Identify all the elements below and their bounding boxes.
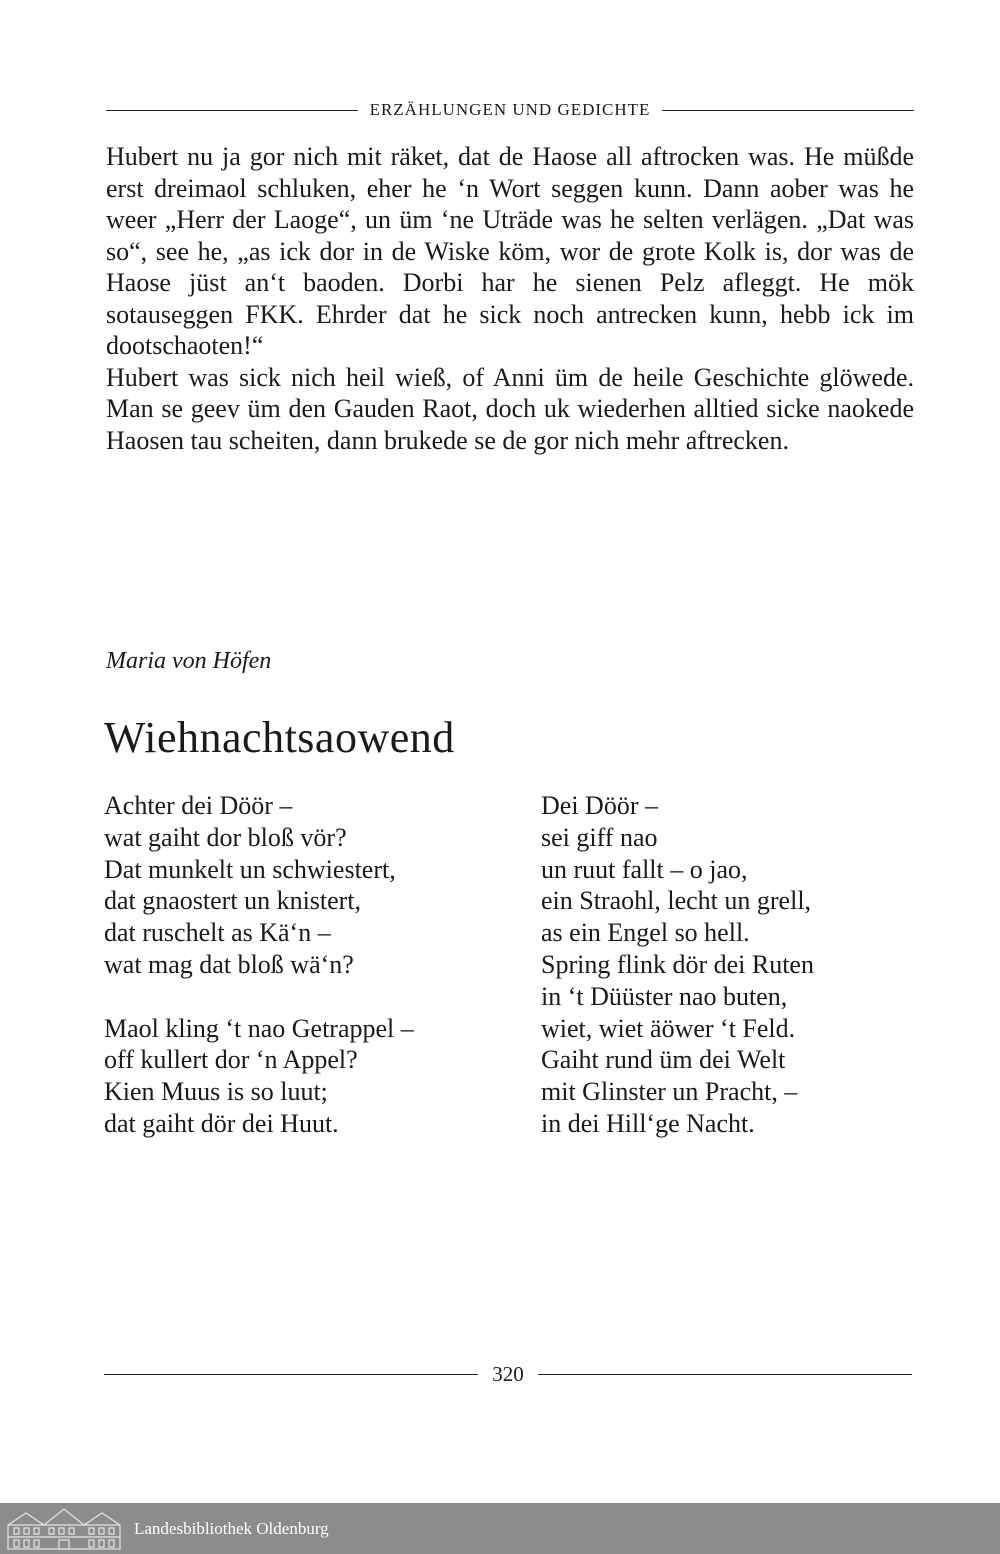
verse-line: in ‘t Düüster nao buten, [541,981,788,1011]
verse-line: wat mag dat bloß wä‘n? [104,949,354,979]
paragraph: Hubert was sick nich heil wieß, of Anni üm de heile Geschichte glöwede. Man se geev üm den Gauden Raot, doch uk wiederhen alltied sicke naokede Haosen tau scheiten, dann brukede se de gor nich mehr aftrecken. [106,362,914,455]
verse-line: Kien Muus is so luut; [104,1077,328,1107]
verse-line: in dei Hill‘ge Nacht. [541,1108,755,1138]
verse-line: Dei Döör – [541,791,658,820]
running-header [106,100,914,120]
verse-line: dat gaiht dör dei Huut. [104,1108,339,1138]
verse-line: Gaiht rund üm dei Welt [541,1045,786,1075]
verse-line: dat ruschelt as Kä‘n – [104,918,331,948]
library-name: Landesbibliothek Oldenburg [134,1518,329,1538]
verse-line: mit Glinster un Pracht, – [541,1077,798,1107]
verse-line: Achter dei Döör – [104,791,293,820]
verse-line: dat gnaostert un knistert, [104,886,362,916]
verse-line: un ruut fallt – o jao, [541,854,748,884]
verse-line: as ein Engel so hell. [541,918,750,948]
verse-line: Spring flink dör dei Ruten [541,949,814,979]
poem-author: Maria von Höfen [106,648,272,674]
footer-rule-right [538,1374,912,1375]
header-rule-left [106,110,358,111]
verse-line: Dat munkelt un schwiestert, [104,854,396,884]
verse-line: wat gaiht dor bloß vör? [104,822,347,852]
library-watermark-bar [0,1503,1000,1554]
footer-rule-left [104,1374,478,1375]
poem-column-right [541,790,921,1172]
stanza [104,790,504,981]
page-footer [104,1362,912,1387]
paragraph: Hubert nu ja gor nich mit räket, dat de Haose all aftrocken was. He müßde erst dreimaol schluken, eher he ‘n Wort seggen kunn. Dann aober was he weer „Herr der Laoge“, un üm ‘ne Uträde was he selten verlägen. „Dat was so“, see he, „as ick dor in de Wiske köm, wor de grote Kolk is, dor was de Haose jüst an‘t baoden. Dorbi har he sienen Pelz aflеggt. He mök sotauseggen FKK. Ehrder dat he sick noch antrecken kunn, hebb ick im dootschaoten!“ [106,142,914,360]
header-rule-right [662,110,914,111]
prose-text [106,141,914,456]
page-number: 320 [492,1362,524,1386]
verse-line: wiet, wiet äöwer ‘t Feld. [541,1013,796,1043]
running-title: ERZÄHLUNGEN UND GEDICHTE [369,100,651,119]
verse-line: off kullert dor ‘n Appel? [104,1045,358,1075]
poem-title: Wiehnachtsaowend [104,713,455,762]
verse-line: ein Straohl, lecht un grell, [541,886,812,916]
library-building-icon [4,1507,124,1551]
stanza [541,790,921,1140]
verse-line: sei giff nao [541,822,658,852]
poem-column-left [104,790,504,1172]
verse-line: Maol kling ‘t nao Getrappel – [104,1013,414,1043]
stanza [104,1013,504,1140]
